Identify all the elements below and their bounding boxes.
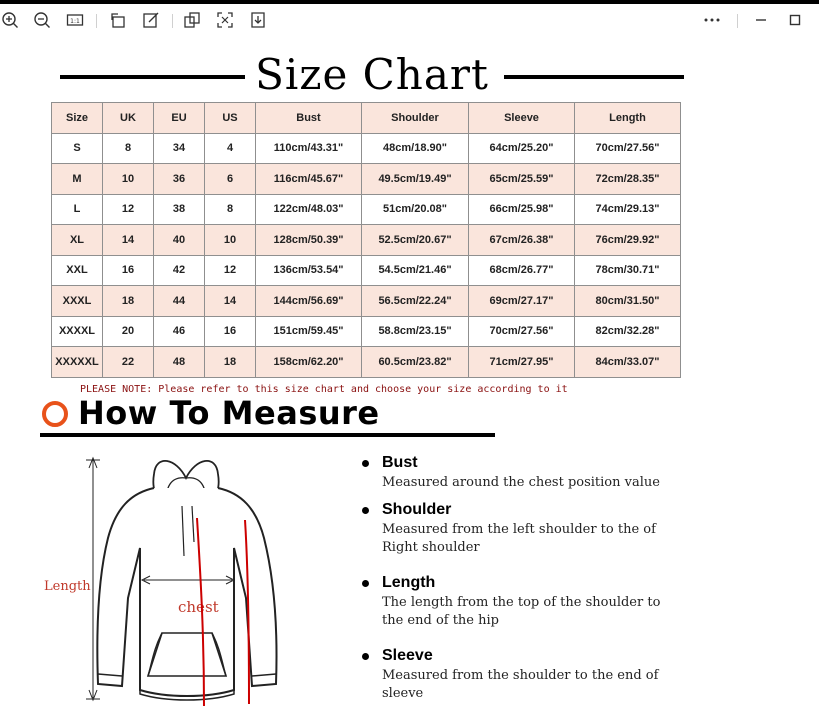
zoom-in-icon[interactable] [0, 10, 20, 30]
hoodie-diagram [36, 448, 336, 710]
size-chart-header [60, 50, 684, 102]
copy-icon[interactable] [182, 10, 202, 30]
orange-circle-icon [42, 401, 68, 427]
table-cell: 60.5cm/23.82" [362, 347, 469, 378]
table-cell: 84cm/33.07" [575, 347, 681, 378]
column-header: Sleeve [469, 103, 575, 134]
table-cell: 70cm/27.56" [575, 133, 681, 164]
table-cell: L [52, 194, 103, 225]
toolbar-separator [737, 14, 738, 28]
column-header: Length [575, 103, 681, 134]
measure-title: Bust [382, 454, 418, 471]
table-cell: 122cm/48.03" [256, 194, 362, 225]
table-cell: 72cm/28.35" [575, 164, 681, 195]
table-cell: 144cm/56.69" [256, 286, 362, 317]
table-cell: XXXL [52, 286, 103, 317]
table-cell: 64cm/25.20" [469, 133, 575, 164]
table-cell: 56.5cm/22.24" [362, 286, 469, 317]
table-cell: 22 [103, 347, 154, 378]
table-row [52, 286, 681, 317]
table-cell: 74cm/29.13" [575, 194, 681, 225]
table-cell: 68cm/26.77" [469, 255, 575, 286]
edit-icon[interactable] [141, 10, 161, 30]
actual-size-icon[interactable] [65, 10, 85, 30]
bullet-icon [362, 507, 369, 514]
table-cell: 70cm/27.56" [469, 316, 575, 347]
table-cell: 48cm/18.90" [362, 133, 469, 164]
table-cell: 110cm/43.31" [256, 133, 362, 164]
measure-title: Shoulder [382, 501, 452, 518]
table-cell: 14 [103, 225, 154, 256]
table-cell: S [52, 133, 103, 164]
table-cell: 44 [154, 286, 205, 317]
chest-label: chest [178, 598, 219, 616]
table-cell: 67cm/26.38" [469, 225, 575, 256]
table-cell: 10 [103, 164, 154, 195]
column-header: UK [103, 103, 154, 134]
column-header: Shoulder [362, 103, 469, 134]
table-cell: 71cm/27.95" [469, 347, 575, 378]
table-header-row [52, 103, 681, 134]
size-chart-title: Size Chart [255, 50, 489, 99]
more-options-icon[interactable] [702, 10, 722, 30]
bullet-icon [362, 580, 369, 587]
table-cell: 20 [103, 316, 154, 347]
table-cell: 14 [205, 286, 256, 317]
table-cell: 49.5cm/19.49" [362, 164, 469, 195]
size-note: PLEASE NOTE: Please refer to this size chart and choose your size according to it [80, 384, 568, 395]
toolbar-separator [172, 14, 173, 28]
table-cell: 40 [154, 225, 205, 256]
table-cell: XL [52, 225, 103, 256]
measure-description: Measured from the left shoulder to the of Right shoulder [382, 522, 656, 555]
measure-description: Measured from the shoulder to the end of sleeve [382, 668, 659, 701]
table-cell: 65cm/25.59" [469, 164, 575, 195]
fit-screen-icon[interactable] [215, 10, 235, 30]
table-row [52, 194, 681, 225]
table-cell: 136cm/53.54" [256, 255, 362, 286]
viewer-toolbar [0, 4, 819, 36]
measure-item [362, 501, 672, 561]
table-row [52, 347, 681, 378]
svg-text:1:1: 1:1 [70, 18, 80, 25]
column-header: EU [154, 103, 205, 134]
table-row [52, 164, 681, 195]
table-cell: 54.5cm/21.46" [362, 255, 469, 286]
table-cell: 76cm/29.92" [575, 225, 681, 256]
table-cell: 128cm/50.39" [256, 225, 362, 256]
table-cell: 6 [205, 164, 256, 195]
size-table [51, 102, 681, 378]
table-cell: 51cm/20.08" [362, 194, 469, 225]
table-cell: 69cm/27.17" [469, 286, 575, 317]
table-cell: 66cm/25.98" [469, 194, 575, 225]
column-header: Size [52, 103, 103, 134]
table-cell: 10 [205, 225, 256, 256]
zoom-out-icon[interactable] [32, 10, 52, 30]
toolbar-separator [96, 14, 97, 28]
table-row [52, 316, 681, 347]
table-cell: 34 [154, 133, 205, 164]
table-cell: 48 [154, 347, 205, 378]
table-row [52, 133, 681, 164]
measure-item [362, 574, 672, 634]
table-cell: 158cm/62.20" [256, 347, 362, 378]
measure-description: Measured around the chest position value [382, 475, 660, 490]
bullet-icon [362, 653, 369, 660]
rotate-icon[interactable] [108, 10, 128, 30]
table-cell: 38 [154, 194, 205, 225]
minimize-icon[interactable] [751, 10, 771, 30]
maximize-icon[interactable] [785, 10, 805, 30]
measure-title: Sleeve [382, 647, 433, 664]
bullet-icon [362, 460, 369, 467]
table-cell: 8 [205, 194, 256, 225]
table-cell: 8 [103, 133, 154, 164]
table-cell: 16 [103, 255, 154, 286]
table-cell: 151cm/59.45" [256, 316, 362, 347]
table-cell: 52.5cm/20.67" [362, 225, 469, 256]
table-cell: M [52, 164, 103, 195]
column-header: US [205, 103, 256, 134]
table-cell: 16 [205, 316, 256, 347]
length-label: Length [44, 579, 91, 594]
measure-description: The length from the top of the shoulder to the end of the hip [382, 595, 661, 628]
table-cell: 46 [154, 316, 205, 347]
table-cell: 42 [154, 255, 205, 286]
table-cell: 78cm/30.71" [575, 255, 681, 286]
table-cell: 18 [103, 286, 154, 317]
measure-item [362, 647, 672, 707]
table-cell: 12 [103, 194, 154, 225]
how-to-measure-rule [40, 433, 495, 437]
table-cell: 12 [205, 255, 256, 286]
table-cell: XXXXL [52, 316, 103, 347]
table-cell: 36 [154, 164, 205, 195]
table-cell: 58.8cm/23.15" [362, 316, 469, 347]
table-cell: 18 [205, 347, 256, 378]
table-cell: XXL [52, 255, 103, 286]
table-cell: 116cm/45.67" [256, 164, 362, 195]
table-cell: 4 [205, 133, 256, 164]
download-icon[interactable] [248, 10, 268, 30]
table-cell: 82cm/32.28" [575, 316, 681, 347]
measure-title: Length [382, 574, 436, 591]
how-to-measure-title: How To Measure [78, 394, 380, 432]
size-chart-image [0, 36, 819, 710]
table-row [52, 255, 681, 286]
table-cell: XXXXXL [52, 347, 103, 378]
table-cell: 80cm/31.50" [575, 286, 681, 317]
table-row [52, 225, 681, 256]
column-header: Bust [256, 103, 362, 134]
